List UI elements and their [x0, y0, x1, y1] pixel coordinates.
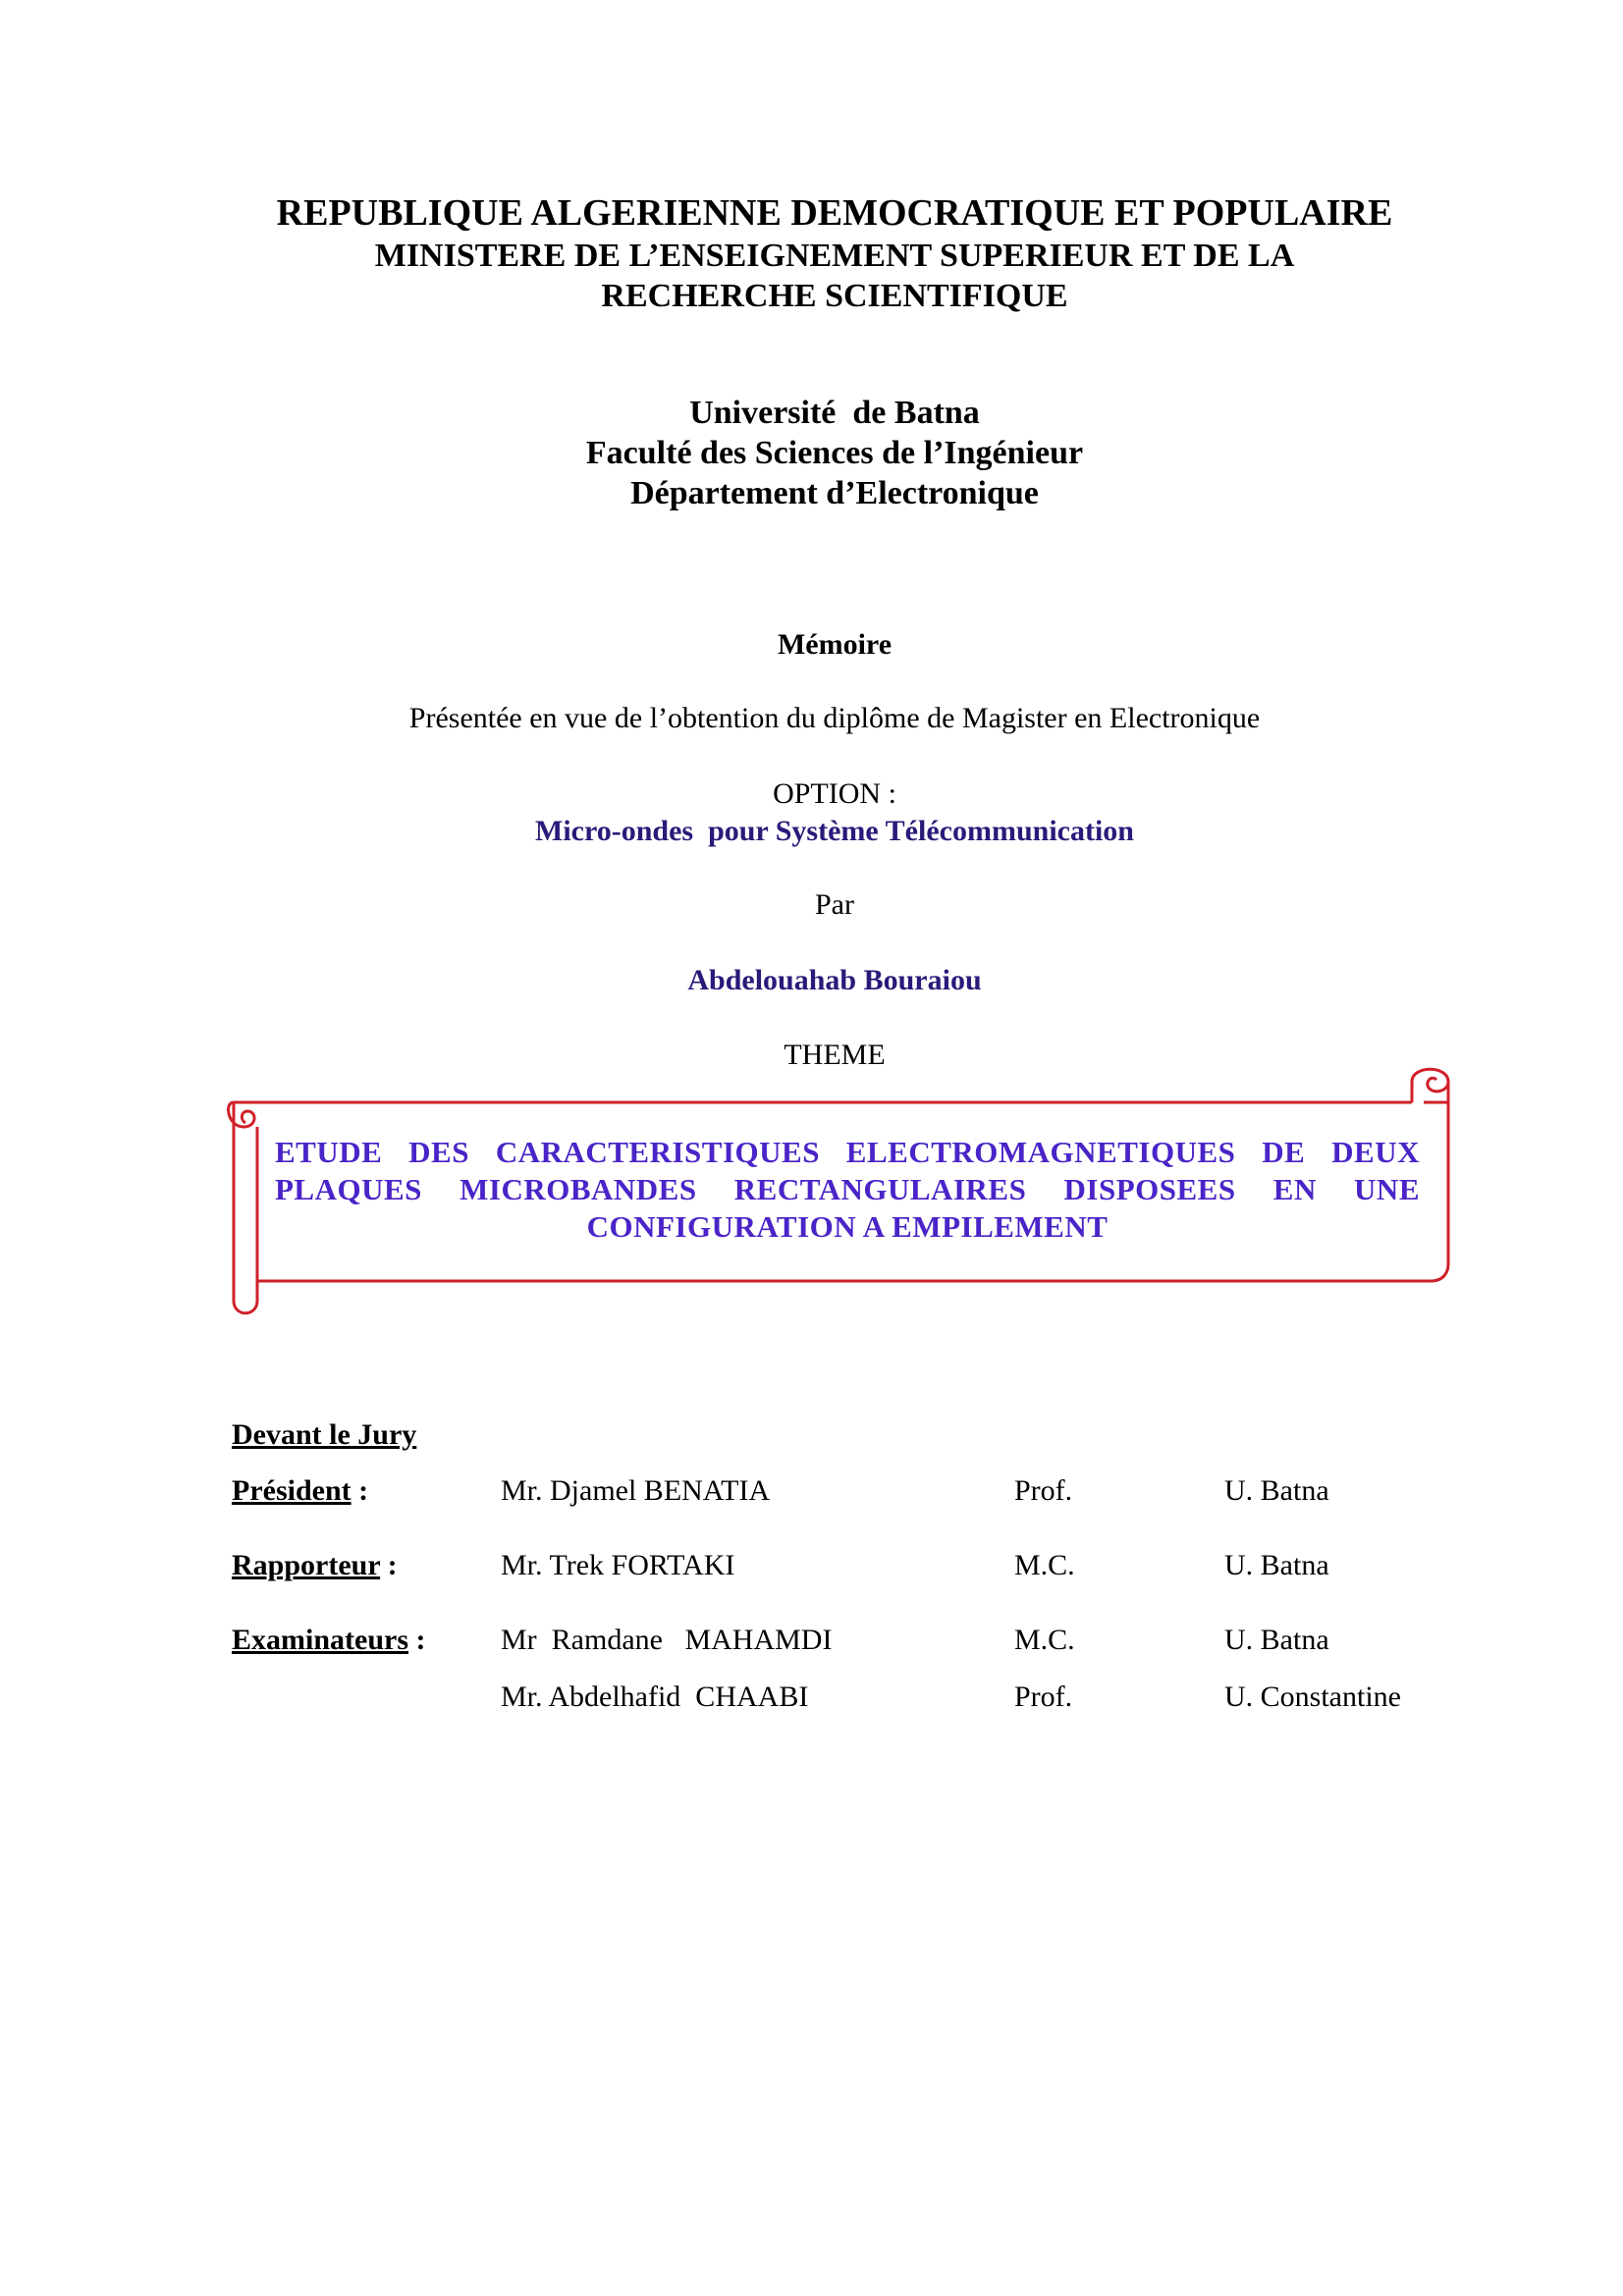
jury-role-president [232, 1474, 368, 1508]
jury-university: U. Batna [1224, 1474, 1329, 1507]
par-label: Par [815, 888, 854, 921]
option-value: Micro-ondes pour Système Télécommunication [535, 815, 1134, 847]
jury-role-label: Examinateurs [232, 1624, 408, 1656]
jury-grade: Prof. [1014, 1681, 1073, 1713]
university-name: Université de Batna [689, 395, 980, 431]
jury-university: U. Batna [1224, 1624, 1329, 1656]
jury-grade: M.C. [1014, 1549, 1075, 1581]
jury-role-examinateurs [232, 1624, 426, 1657]
jury-role-sep: : [351, 1474, 369, 1507]
jury-role-sep: : [380, 1549, 398, 1581]
ministry-heading-line1: MINISTERE DE L’ENSEIGNEMENT SUPERIEUR ET DE LA [374, 238, 1295, 274]
jury-heading: Devant le Jury [232, 1418, 417, 1451]
option-label: OPTION : [773, 777, 896, 810]
ministry-heading-line2: RECHERCHE SCIENTIFIQUE [601, 278, 1068, 314]
jury-role-label: Rapporteur [232, 1549, 381, 1581]
jury-name: Mr. Trek FORTAKI [501, 1549, 735, 1581]
jury-name: Mr Ramdane MAHAMDI [501, 1624, 833, 1656]
department-name: Département d’Electronique [630, 475, 1039, 511]
jury-grade: M.C. [1014, 1624, 1075, 1656]
jury-university: U. Constantine [1224, 1681, 1401, 1713]
scroll-right-curl [1412, 1069, 1448, 1102]
presented-text: Présentée en vue de l’obtention du diplôme de Magister en Electronique [408, 702, 1261, 734]
author-name: Abdelouahab Bouraiou [687, 964, 982, 996]
memoire-label: Mémoire [777, 628, 893, 661]
theme-label: THEME [784, 1039, 886, 1071]
republic-heading: REPUBLIQUE ALGERIENNE DEMOCRATIQUE ET POPULAIRE [276, 192, 1393, 234]
theme-title: ETUDE DES CARACTERISTIQUES ELECTROMAGNETIQUES DE DEUX PLAQUES MICROBANDES RECTANGULAIRES DISPOSEES EN UNE CONFIGURATION A EMPILEMENT [275, 1135, 1420, 1244]
jury-grade: Prof. [1014, 1474, 1073, 1507]
jury-role-rapporteur [232, 1549, 398, 1582]
faculty-name: Faculté des Sciences de l’Ingénieur [585, 435, 1084, 471]
scroll-left-roll [234, 1102, 257, 1313]
jury-role-sep: : [408, 1624, 426, 1656]
jury-role-label: Président [232, 1474, 352, 1507]
jury-name: Mr. Abdelhafid CHAABI [501, 1681, 809, 1713]
jury-university: U. Batna [1224, 1549, 1329, 1581]
jury-name: Mr. Djamel BENATIA [501, 1474, 771, 1507]
